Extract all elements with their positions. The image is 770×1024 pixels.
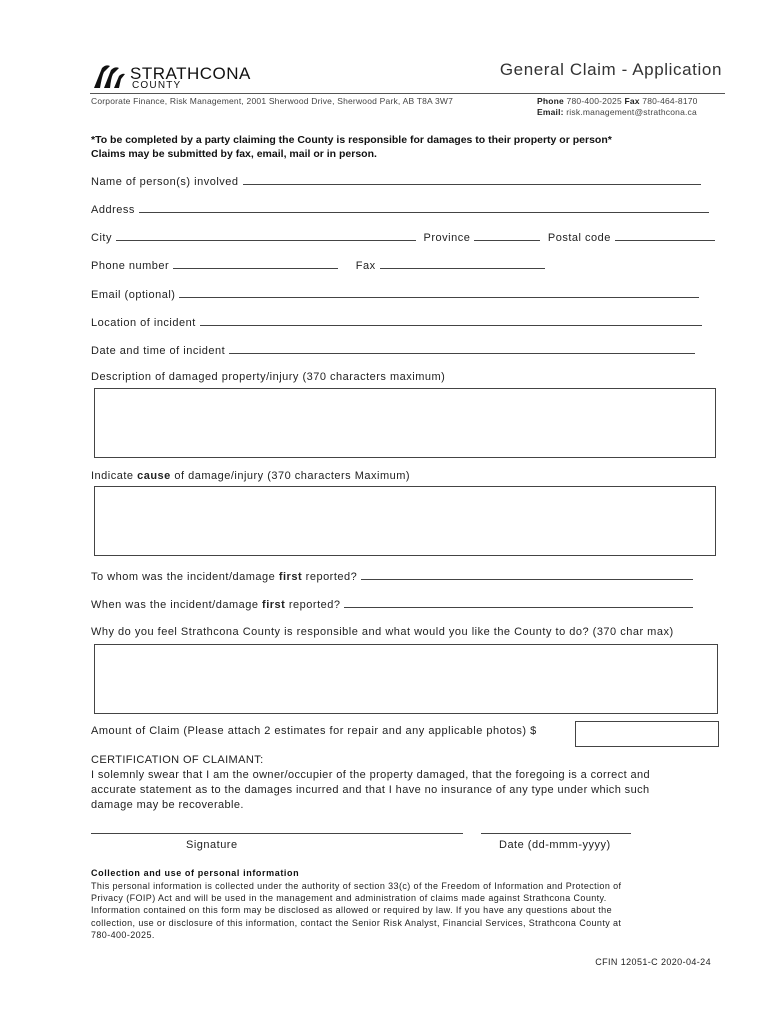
location-input-line[interactable]	[200, 315, 702, 326]
email-row	[91, 287, 699, 301]
email-address: risk.management@strathcona.ca	[566, 107, 697, 117]
email-label: Email:	[537, 107, 564, 117]
document-title: General Claim - Application	[499, 60, 722, 79]
date-label: Date (dd-mmm-yyyy)	[499, 839, 611, 851]
cause-label-bold: cause	[137, 470, 171, 482]
privacy-line-5: 780-400-2025.	[91, 929, 155, 940]
email-field-label: Email (optional)	[91, 289, 176, 301]
certification-line-1: I solemnly swear that I am the owner/occupier of the property damaged, that the foregoing is a correct and	[91, 769, 651, 781]
privacy-line-2: Privacy (FOIP) Act and will be used in the management and administration of claims made against Strathcona County.	[91, 893, 607, 904]
phone-number-label: Phone number	[91, 260, 170, 272]
cause-label-post: of damage/injury (370 characters Maximum)	[170, 470, 411, 482]
form-id: CFIN 12051-C 2020-04-24	[595, 957, 711, 967]
whom-label-post: reported?	[302, 571, 358, 583]
address-input-line[interactable]	[139, 202, 709, 213]
datetime-input-line[interactable]	[229, 343, 695, 354]
cause-textbox[interactable]	[94, 486, 716, 556]
description-label: Description of damaged property/injury (370 characters maximum)	[91, 371, 446, 383]
first-reported-to-row	[91, 569, 693, 583]
logo-name: STRATHCONA	[130, 64, 251, 83]
logo-subtitle: COUNTY	[132, 80, 182, 91]
amount-label: Amount of Claim (Please attach 2 estimates for repair and any applicable photos) $	[91, 725, 537, 737]
address-row	[91, 202, 709, 216]
address-label: Address	[91, 204, 135, 216]
fax-field-label: Fax	[355, 260, 376, 272]
office-address: Corporate Finance, Risk Management, 2001 Sherwood Drive, Sherwood Park, AB T8A 3W7	[91, 96, 454, 106]
first-reported-when-row	[91, 597, 693, 611]
header-divider	[90, 93, 725, 94]
completion-notice	[91, 133, 612, 161]
datetime-row	[91, 343, 695, 357]
date-line[interactable]	[481, 833, 631, 834]
fax-label: Fax	[624, 96, 640, 106]
province-input-line[interactable]	[474, 230, 540, 241]
email-input-line[interactable]	[179, 287, 699, 298]
strathcona-logo-icon	[92, 64, 126, 90]
when-label-bold: first	[262, 599, 286, 611]
fax-input-line[interactable]	[380, 258, 545, 269]
privacy-line-3: Information contained on this form may be disclosed as allowed or required by law. If you have any questions about the	[91, 905, 612, 916]
postal-code-input-line[interactable]	[615, 230, 715, 241]
phone-number-input-line[interactable]	[173, 258, 338, 269]
phone-number: 780-400-2025	[566, 96, 622, 106]
phone-label: Phone	[537, 96, 564, 106]
privacy-heading: Collection and use of personal information	[91, 868, 300, 878]
privacy-line-1: This personal information is collected under the authority of section 33(c) of the Freedom of Information and Protection of	[91, 881, 622, 891]
certification-line-3: damage may be recoverable.	[91, 799, 244, 811]
city-input-line[interactable]	[116, 230, 416, 241]
privacy-line-4: collection, use or disclosure of this information, contact the Senior Risk Analyst, Financial Services, Strathcona County at	[91, 917, 622, 928]
names-row	[91, 174, 701, 188]
datetime-label: Date and time of incident	[91, 345, 226, 357]
why-responsible-textbox[interactable]	[94, 644, 718, 714]
notice-line-2: Claims may be submitted by fax, email, mail or in person.	[91, 148, 377, 160]
certification-line-2: accurate statement as to the damages incurred and that I have no insurance of any type under which such	[91, 784, 650, 796]
cause-label-pre: Indicate	[91, 470, 138, 482]
first-reported-to-input-line[interactable]	[361, 569, 693, 580]
certification-section	[91, 753, 721, 813]
cause-label	[91, 470, 410, 482]
privacy-statement	[91, 880, 721, 941]
signature-line[interactable]	[91, 833, 463, 834]
contact-info	[537, 96, 698, 118]
province-label: Province	[423, 232, 471, 244]
whom-label-bold: first	[278, 571, 303, 583]
location-row	[91, 315, 702, 329]
fax-number: 780-464-8170	[642, 96, 698, 106]
certification-heading: CERTIFICATION OF CLAIMANT:	[91, 754, 264, 766]
description-textbox[interactable]	[94, 388, 716, 458]
names-input-line[interactable]	[243, 174, 701, 185]
location-label: Location of incident	[91, 317, 196, 329]
notice-line-1: *To be completed by a party claiming the County is responsible for damages to their property or person*	[91, 134, 612, 146]
when-label-post: reported?	[285, 599, 341, 611]
first-reported-when-input-line[interactable]	[344, 597, 693, 608]
when-label-pre: When was the incident/damage	[91, 599, 263, 611]
city-label: City	[91, 232, 112, 244]
why-responsible-label: Why do you feel Strathcona County is responsible and what would you like the County to do? (370 char max)	[91, 626, 674, 638]
names-label: Name of person(s) involved	[91, 176, 239, 188]
strathcona-logo	[92, 62, 262, 92]
whom-label-pre: To whom was the incident/damage	[91, 571, 279, 583]
postal-code-label: Postal code	[547, 232, 611, 244]
city-row	[91, 230, 715, 244]
phone-fax-row	[91, 258, 545, 272]
amount-input-box[interactable]	[575, 721, 719, 747]
signature-label: Signature	[186, 839, 238, 851]
